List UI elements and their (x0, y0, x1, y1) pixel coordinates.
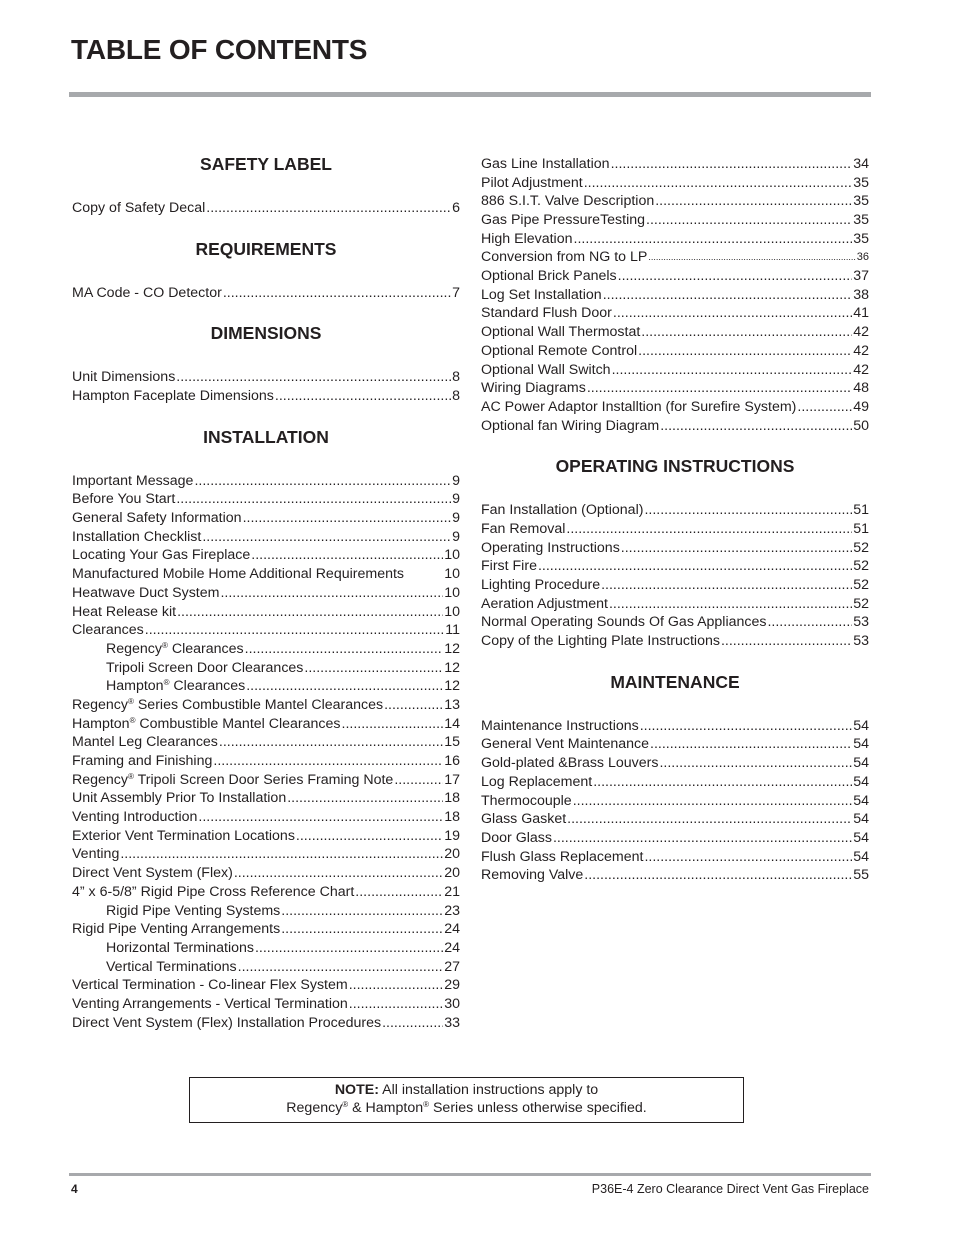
toc-entry[interactable] (72, 659, 460, 678)
toc-entry[interactable] (481, 342, 869, 361)
dot-leader (660, 417, 852, 436)
toc-entry-page: 10 (444, 547, 460, 564)
toc-entry-label: Direct Vent System (Flex) Installation Procedures (72, 1014, 382, 1031)
dot-leader (176, 368, 451, 387)
dot-leader (245, 640, 444, 659)
toc-entry[interactable] (72, 976, 460, 995)
toc-entry[interactable] (481, 174, 869, 193)
toc-entry-page: 6 (452, 199, 460, 216)
toc-entry-label: Direct Vent System (Flex) (72, 865, 233, 882)
toc-entry-label: Regency® Tripoli Screen Door Series Framing Note (72, 771, 394, 788)
toc-entry-page: 17 (444, 771, 460, 788)
toc-entry-page: 53 (853, 633, 869, 650)
toc-entry[interactable] (72, 565, 460, 584)
dot-leader (659, 754, 852, 773)
toc-entry-page: 18 (444, 809, 460, 826)
toc-entry-page: 54 (853, 848, 869, 865)
dot-leader (612, 361, 853, 380)
toc-entry-label: Venting (72, 846, 120, 863)
toc-entry-page: 52 (853, 539, 869, 556)
toc-entry[interactable] (481, 192, 869, 211)
toc-entry-label: Venting Introduction (72, 809, 198, 826)
dot-leader (243, 509, 452, 528)
toc-entry[interactable] (481, 754, 869, 773)
dot-leader (349, 976, 444, 995)
toc-entry-page: 9 (452, 510, 460, 527)
dot-leader (342, 715, 444, 734)
dot-leader (246, 677, 443, 696)
toc-entry-page: 52 (853, 577, 869, 594)
toc-entry-label: Standard Flush Door (481, 305, 612, 322)
dot-leader (213, 752, 443, 771)
dot-leader (220, 584, 443, 603)
dot-leader (609, 595, 852, 614)
footer-page-number: 4 (71, 1182, 78, 1196)
toc-entry[interactable] (72, 584, 460, 603)
toc-entry[interactable] (481, 267, 869, 286)
dot-leader (603, 286, 853, 305)
toc-section (481, 453, 869, 651)
toc-entry[interactable] (72, 715, 460, 734)
toc-entry-page: 27 (444, 958, 460, 975)
toc-section (72, 320, 460, 405)
toc-entry-page: 13 (444, 696, 460, 713)
toc-entry-label: Lighting Procedure (481, 577, 601, 594)
toc-entry-label: Venting Arrangements - Vertical Termination (72, 995, 348, 1012)
toc-entry[interactable] (481, 501, 869, 520)
dot-leader (655, 192, 852, 211)
toc-entry[interactable] (72, 490, 460, 509)
toc-entry[interactable] (481, 248, 869, 267)
dot-leader (255, 939, 443, 958)
toc-entry-page: 33 (444, 1014, 460, 1031)
toc-entry[interactable] (72, 199, 460, 218)
note-box (189, 1077, 744, 1123)
toc-entry-page: 52 (853, 558, 869, 575)
dot-leader (621, 539, 852, 558)
toc-entry-label: Fan Removal (481, 520, 566, 537)
toc-entry[interactable] (72, 995, 460, 1014)
toc-entry-label: Aeration Adjustment (481, 595, 608, 612)
toc-entry-page: 9 (452, 472, 460, 489)
toc-entry[interactable] (72, 368, 460, 387)
dot-leader (145, 621, 445, 640)
toc-section (481, 669, 869, 885)
toc-entry[interactable] (481, 305, 869, 324)
dot-leader (584, 866, 852, 885)
toc-entry-label: Gold-plated &Brass Louvers (481, 755, 659, 772)
dot-leader (574, 230, 853, 249)
toc-entry[interactable] (481, 773, 869, 792)
toc-entry-page: 9 (452, 491, 460, 508)
toc-entry-label: Maintenance Instructions (481, 717, 639, 734)
dot-leader (644, 501, 852, 520)
toc-entry[interactable] (481, 230, 869, 249)
toc-entry-label: Hampton Faceplate Dimensions (72, 388, 274, 405)
toc-entry-label: Exterior Vent Termination Locations (72, 827, 295, 844)
toc-entry-page: 20 (444, 865, 460, 882)
toc-entry-page: 53 (853, 614, 869, 631)
toc-entry-label: Heatwave Duct System (72, 584, 220, 601)
toc-entry[interactable] (481, 632, 869, 651)
dot-leader (641, 323, 852, 342)
toc-entry-page: 16 (444, 753, 460, 770)
dot-leader (644, 848, 852, 867)
toc-entry-label: 886 S.I.T. Valve Description (481, 193, 655, 210)
toc-entry[interactable] (72, 920, 460, 939)
dot-leader (234, 864, 443, 883)
toc-entry-label: Clearances (72, 622, 144, 639)
toc-entry-label: Hampton® Combustible Mantel Clearances (72, 715, 341, 732)
title-divider (69, 92, 871, 97)
toc-entry[interactable] (72, 827, 460, 846)
toc-entry-label: General Safety Information (72, 510, 242, 527)
toc-entry-page: 29 (444, 977, 460, 994)
dot-leader (584, 174, 852, 193)
toc-entry[interactable] (72, 472, 460, 491)
dot-leader (538, 557, 852, 576)
toc-entry-page: 19 (444, 827, 460, 844)
footer-document-title: P36E-4 Zero Clearance Direct Vent Gas Fireplace (591, 1182, 869, 1196)
toc-entry[interactable] (481, 361, 869, 380)
toc-entry-label: Pilot Adjustment (481, 174, 583, 191)
toc-entry-label: Vertical Termination - Co-linear Flex System (72, 977, 348, 994)
toc-entry-page: 54 (853, 755, 869, 772)
toc-entry[interactable] (481, 323, 869, 342)
note-line-1: NOTE: All installation instructions apply to (334, 1082, 599, 1098)
toc-entry-label: Unit Assembly Prior To Installation (72, 790, 287, 807)
toc-entry-page: 54 (853, 773, 869, 790)
toc-entry[interactable] (72, 902, 460, 921)
toc-entry-label: Rigid Pipe Venting Arrangements (72, 921, 281, 938)
toc-entry[interactable] (481, 595, 869, 614)
toc-entry-label: Rigid Pipe Venting Systems (106, 902, 281, 919)
toc-entry-page: 35 (853, 212, 869, 229)
dot-leader (573, 792, 853, 811)
toc-entry-label: Tripoli Screen Door Clearances (106, 659, 304, 676)
toc-entry[interactable] (481, 613, 869, 632)
toc-entry-page: 20 (444, 846, 460, 863)
toc-entry-label: Conversion from NG to LP (481, 249, 648, 266)
toc-section (72, 424, 460, 1033)
toc-entry-page: 12 (444, 678, 460, 695)
dot-leader (587, 379, 852, 398)
toc-entry[interactable] (72, 1014, 460, 1033)
dot-leader (593, 773, 852, 792)
toc-entry[interactable] (72, 284, 460, 303)
toc-entry-page: 23 (444, 902, 460, 919)
toc-entry-label: Log Replacement (481, 773, 593, 790)
dot-leader (202, 528, 451, 547)
toc-entry[interactable] (481, 576, 869, 595)
toc-entry-page: 54 (853, 829, 869, 846)
toc-entry[interactable] (72, 808, 460, 827)
toc-entry-page: 48 (853, 380, 869, 397)
toc-entry[interactable] (72, 621, 460, 640)
toc-entry-label: Removing Valve (481, 867, 584, 884)
toc-entry-page: 52 (853, 595, 869, 612)
toc-entry-page: 24 (444, 921, 460, 938)
toc-entry[interactable] (481, 417, 869, 436)
section-heading: DIMENSIONS (210, 323, 322, 344)
toc-entry-page: 54 (853, 792, 869, 809)
toc-entry-label: Operating Instructions (481, 539, 620, 556)
toc-entry-label: AC Power Adaptor Installtion (for Surefire System) (481, 398, 797, 415)
toc-entry-page: 35 (853, 230, 869, 247)
toc-entry-page: 42 (853, 361, 869, 378)
toc-entry-page: 51 (853, 520, 869, 537)
toc-entry-label: Before You Start (72, 491, 176, 508)
toc-entry-page: 12 (444, 659, 460, 676)
toc-entry[interactable] (481, 379, 869, 398)
toc-entry-page: 14 (444, 715, 460, 732)
toc-entry[interactable] (72, 547, 460, 566)
toc-section (72, 236, 460, 303)
dot-leader (194, 472, 451, 491)
dot-leader (223, 284, 451, 303)
toc-entry-label: Manufactured Mobile Home Additional Requirements (72, 566, 405, 583)
toc-entry-label: Flush Glass Replacement (481, 848, 644, 865)
toc-entry-page: 51 (853, 502, 869, 519)
toc-entry-page: 15 (444, 734, 460, 751)
toc-entry-label: Door Glass (481, 829, 552, 846)
toc-entry-page: 38 (853, 286, 869, 303)
toc-entry-page: 55 (853, 867, 869, 884)
toc-entry[interactable] (481, 866, 869, 885)
dot-leader (281, 902, 443, 921)
toc-entry-page: 54 (853, 717, 869, 734)
toc-entry-label: Gas Pipe PressureTesting (481, 212, 646, 229)
toc-entry[interactable] (481, 557, 869, 576)
dot-leader (721, 632, 852, 651)
dot-leader (349, 995, 443, 1014)
toc-entry-page: 42 (853, 324, 869, 341)
toc-entry-page: 8 (452, 388, 460, 405)
toc-entry[interactable] (72, 846, 460, 865)
note-label: NOTE: (334, 1082, 379, 1098)
dot-leader (601, 576, 852, 595)
toc-entry-label: Normal Operating Sounds Of Gas Appliances (481, 614, 767, 631)
toc-entry-label: Important Message (72, 472, 194, 489)
toc-entry[interactable] (72, 883, 460, 902)
dot-leader (120, 845, 443, 864)
toc-entry[interactable] (72, 733, 460, 752)
toc-entry[interactable] (481, 829, 869, 848)
toc-entry[interactable] (72, 939, 460, 958)
dot-leader (394, 771, 443, 790)
dot-leader (566, 520, 852, 539)
toc-column-right (481, 151, 869, 885)
dot-leader (238, 958, 444, 977)
toc-entry-label: First Fire (481, 558, 537, 575)
toc-entry-label: Horizontal Terminations (106, 939, 254, 956)
toc-entry-page: 7 (452, 284, 460, 301)
toc-entry-page: 8 (452, 369, 460, 386)
toc-entry[interactable] (72, 387, 460, 406)
toc-entry-label: Optional Wall Thermostat (481, 324, 641, 341)
dot-leader (304, 659, 443, 678)
toc-entry-page: 54 (853, 811, 869, 828)
toc-entry-label: Copy of Safety Decal (72, 199, 206, 216)
note-line-2: Regency® & Hampton® Series unless otherwise specified. (286, 1100, 647, 1116)
toc-entry[interactable] (481, 848, 869, 867)
toc-entry[interactable] (481, 520, 869, 539)
toc-entry-page: 42 (853, 342, 869, 359)
section-heading: SAFETY LABEL (200, 154, 332, 174)
toc-entry[interactable] (72, 789, 460, 808)
toc-entry-page: 11 (445, 622, 460, 639)
toc-entry[interactable] (72, 752, 460, 771)
footer-divider (69, 1173, 871, 1176)
toc-entry-page: 24 (444, 939, 460, 956)
section-heading: MAINTENANCE (610, 671, 740, 692)
toc-entry-label: Glass Gasket (481, 811, 567, 828)
toc-entry[interactable] (72, 864, 460, 883)
toc-entry-page: 30 (444, 995, 460, 1012)
toc-entry-label: 4” x 6-5/8” Rigid Pipe Cross Reference Chart (72, 883, 355, 900)
toc-entry-label: Unit Dimensions (72, 369, 176, 386)
toc-entry-label: Heat Release kit (72, 603, 177, 620)
toc-entry-label: Wiring Diagrams (481, 380, 586, 397)
toc-column-left (72, 151, 460, 1032)
toc-entry-label: Optional Wall Switch (481, 361, 611, 378)
dot-leader (613, 304, 852, 323)
dot-leader (206, 199, 451, 218)
dot-leader (611, 155, 853, 174)
toc-entry[interactable] (72, 528, 460, 547)
toc-entry-page: 49 (853, 398, 869, 415)
dot-leader (287, 789, 443, 808)
toc-entry-page: 10 (444, 603, 460, 620)
toc-entry-page: 18 (444, 790, 460, 807)
section-heading: INSTALLATION (203, 426, 329, 447)
toc-entry[interactable] (72, 603, 460, 622)
toc-entry-page: 37 (853, 268, 869, 285)
toc-entry[interactable] (72, 696, 460, 715)
toc-entry[interactable] (72, 958, 460, 977)
toc-entry[interactable] (72, 771, 460, 790)
dot-leader (198, 808, 443, 827)
toc-entry-label: Framing and Finishing (72, 753, 213, 770)
toc-entry-page: 50 (853, 417, 869, 434)
section-heading: REQUIREMENTS (195, 238, 337, 259)
dot-leader (648, 248, 855, 267)
toc-entry[interactable] (481, 539, 869, 558)
toc-entry[interactable] (72, 509, 460, 528)
toc-entry-label: Regency® Series Combustible Mantel Clearances (72, 696, 384, 713)
toc-entry-page: 35 (853, 174, 869, 191)
toc-entry-page: 36 (856, 251, 869, 264)
dot-leader (650, 735, 852, 754)
toc-entry[interactable] (481, 736, 869, 755)
dot-leader (355, 883, 443, 902)
page-title: TABLE OF CONTENTS (71, 34, 368, 65)
dot-leader (275, 387, 451, 406)
dot-leader (176, 490, 451, 509)
toc-entry[interactable] (481, 717, 869, 736)
toc-entry-label: Regency® Clearances (106, 640, 244, 657)
toc-entry-label: Copy of the Lighting Plate Instructions (481, 633, 720, 650)
toc-entry-label: Optional fan Wiring Diagram (481, 417, 660, 434)
toc-entry-label: Fan Installation (Optional) (481, 502, 644, 519)
dot-leader (646, 211, 852, 230)
toc-entry[interactable] (481, 792, 869, 811)
dot-leader (219, 733, 443, 752)
toc-entry[interactable] (481, 398, 869, 417)
dot-leader (640, 717, 852, 736)
toc-entry-page: 21 (444, 883, 460, 900)
toc-entry[interactable] (72, 640, 460, 659)
toc-entry-page: 34 (853, 155, 869, 172)
dot-leader (382, 1014, 443, 1033)
toc-entry-page: 10 (444, 584, 460, 601)
toc-entry-label: Installation Checklist (72, 528, 202, 545)
toc-entry-label: Optional Remote Control (481, 342, 638, 359)
toc-entry-page: 10 (444, 566, 460, 583)
dot-leader (553, 829, 852, 848)
dot-leader (567, 810, 852, 829)
toc-entry-label: Mantel Leg Clearances (72, 734, 218, 751)
toc-entry[interactable] (481, 810, 869, 829)
toc-entry-label: General Vent Maintenance (481, 736, 649, 753)
dot-leader (638, 342, 852, 361)
toc-entry-label: MA Code - CO Detector (72, 284, 222, 301)
toc-section (72, 151, 460, 218)
toc-entry-page: 35 (853, 193, 869, 210)
toc-entry-label: Locating Your Gas Fireplace (72, 547, 251, 564)
dot-leader (797, 398, 852, 417)
section-heading: OPERATING INSTRUCTIONS (555, 456, 795, 477)
toc-entry-label: Hampton® Clearances (106, 678, 246, 695)
toc-entry[interactable] (72, 677, 460, 696)
toc-entry[interactable] (481, 211, 869, 230)
toc-entry-label: High Elevation (481, 230, 573, 247)
toc-entry[interactable] (481, 155, 869, 174)
toc-entry-page: 41 (853, 305, 869, 322)
dot-leader (251, 546, 443, 565)
toc-section (481, 151, 869, 435)
dot-leader (384, 696, 443, 715)
toc-entry-label: Gas Line Installation (481, 155, 610, 172)
dot-leader (281, 920, 443, 939)
toc-entry-label: Thermocouple (481, 792, 572, 809)
toc-entry-page: 54 (853, 736, 869, 753)
toc-entry-label: Vertical Terminations (106, 958, 237, 975)
toc-entry-label: Log Set Installation (481, 286, 602, 303)
toc-entry-page: 12 (444, 640, 460, 657)
dot-leader (177, 603, 443, 622)
toc-entry[interactable] (481, 286, 869, 305)
dot-leader (296, 827, 443, 846)
toc-entry-label: Optional Brick Panels (481, 268, 617, 285)
toc-entry-page: 9 (452, 528, 460, 545)
dot-leader (618, 267, 853, 286)
dot-leader (767, 613, 852, 632)
